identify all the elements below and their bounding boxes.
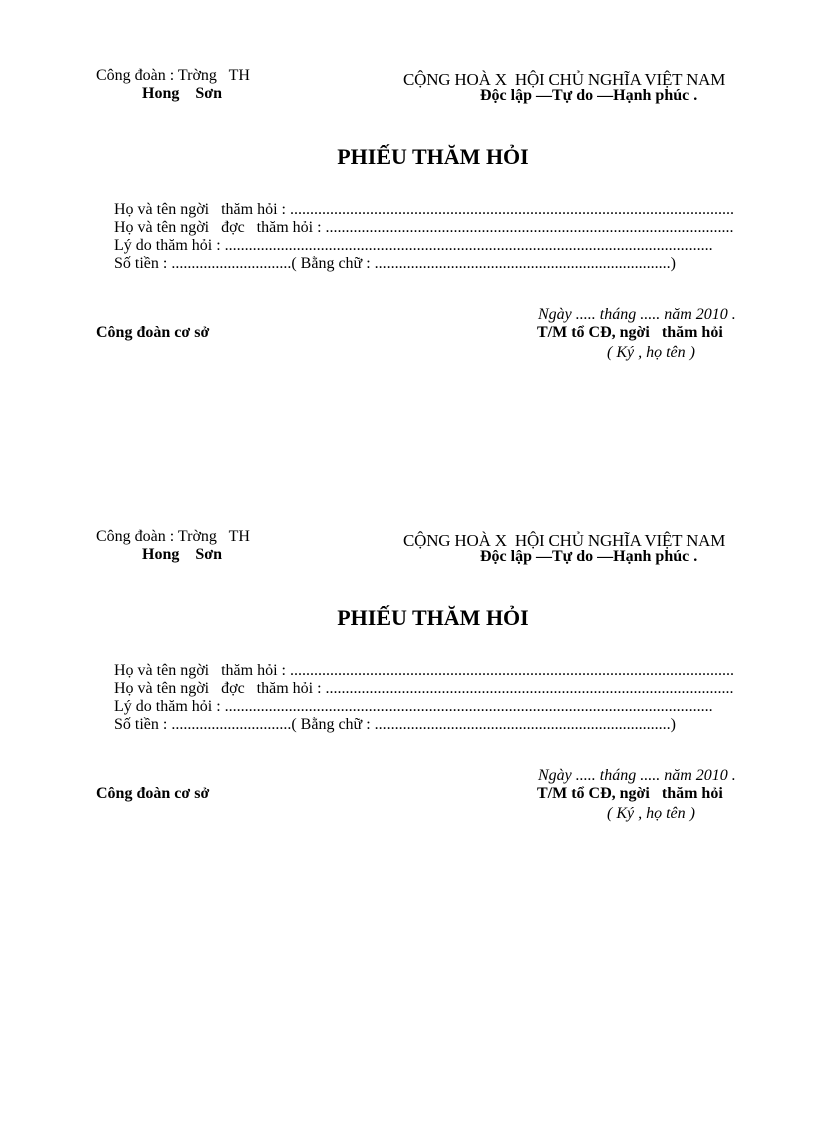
visitor-signature-label: T/M tổ CĐ, ngời thăm hỏi	[537, 785, 723, 802]
reason-field: Lý do thăm hỏi : ..........................................................................................................................	[114, 237, 713, 254]
visited-name-field: Họ và tên ngời đợc thăm hỏi : ......................................................................................................	[114, 219, 734, 236]
visitor-signature-label: T/M tổ CĐ, ngời thăm hỏi	[537, 324, 723, 341]
union-name-line2: Hong Sơn	[142, 85, 222, 102]
union-name-line1: Công đoàn : Trờng TH	[96, 528, 250, 545]
reason-field: Lý do thăm hỏi : ..........................................................................................................................	[114, 698, 713, 715]
visitor-name-field: Họ và tên ngời thăm hỏi : ...............................................................................................................	[114, 662, 734, 679]
signature-note: ( Ký , họ tên )	[607, 805, 695, 822]
form-title: PHIẾU THĂM HỎI	[337, 144, 529, 169]
national-header: CỘNG HOÀ X HỘI CHỦ NGHĨA VIỆT NAM	[403, 70, 726, 89]
condolence-form-2	[0, 521, 816, 941]
date-line: Ngày ..... tháng ..... năm 2010 .	[538, 306, 736, 323]
union-signature-label: Công đoàn cơ sở	[96, 324, 210, 341]
visited-name-field: Họ và tên ngời đợc thăm hỏi : ......................................................................................................	[114, 680, 734, 697]
visitor-name-field: Họ và tên ngời thăm hỏi : ...............................................................................................................	[114, 201, 734, 218]
condolence-form-1	[0, 60, 816, 480]
amount-field: Số tiền : ..............................( Bằng chữ : ..........................................................................)	[114, 255, 676, 272]
date-line: Ngày ..... tháng ..... năm 2010 .	[538, 767, 736, 784]
national-header: CỘNG HOÀ X HỘI CHỦ NGHĨA VIỆT NAM	[403, 531, 726, 550]
union-name-line2: Hong Sơn	[142, 546, 222, 563]
national-motto: Độc lập —Tự do —Hạnh phúc .	[480, 87, 698, 104]
signature-note: ( Ký , họ tên )	[607, 344, 695, 361]
form-title: PHIẾU THĂM HỎI	[337, 605, 529, 630]
union-signature-label: Công đoàn cơ sở	[96, 785, 210, 802]
amount-field: Số tiền : ..............................( Bằng chữ : ..........................................................................)	[114, 716, 676, 733]
union-name-line1: Công đoàn : Trờng TH	[96, 67, 250, 84]
national-motto: Độc lập —Tự do —Hạnh phúc .	[480, 548, 698, 565]
